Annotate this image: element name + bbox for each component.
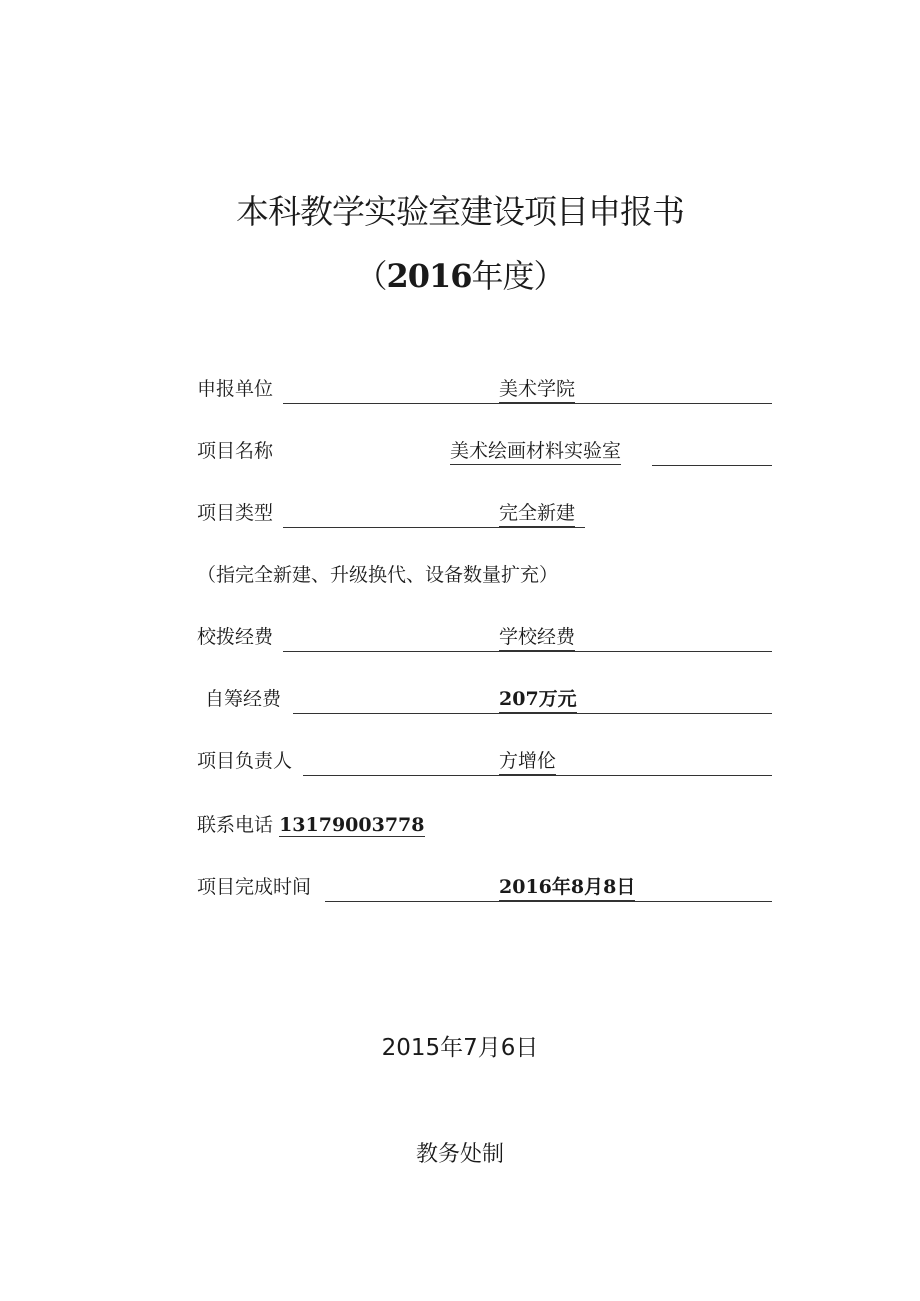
subtitle-open-paren: （ (355, 257, 387, 295)
form-row-self-funds (197, 686, 772, 716)
form-row-project-type (197, 500, 772, 530)
project-type-label: 项目类型 (197, 502, 274, 524)
document-title: 本科教学实验室建设项目申报书 (236, 192, 684, 231)
completion-value: 2016年8月8日 (499, 874, 635, 901)
school-funds-underline (283, 651, 772, 652)
self-funds-value: 207万元 (499, 686, 577, 713)
subtitle-rest: 年度） (471, 257, 565, 295)
project-name-underline (652, 465, 772, 466)
self-funds-label: 自筹经费 (205, 688, 282, 710)
form-row-completion (197, 874, 772, 904)
form-row-school-funds (197, 624, 772, 654)
form-row-project-name (197, 438, 772, 468)
project-type-underline (283, 527, 585, 528)
unit-label: 申报单位 (197, 378, 274, 400)
leader-label: 项目负责人 (197, 750, 293, 772)
document-date: 2015年7月6日 (381, 1035, 539, 1061)
school-funds-label: 校拨经费 (197, 626, 274, 648)
document-subtitle-year (0, 251, 920, 297)
form-row-phone (197, 812, 425, 838)
document-issuer: 教务处制 (415, 1142, 504, 1167)
completion-underline (325, 901, 772, 902)
form-row-leader (197, 748, 772, 778)
leader-value: 方增伦 (499, 748, 556, 775)
leader-underline (303, 775, 772, 776)
self-funds-underline (293, 713, 772, 714)
unit-value: 美术学院 (499, 376, 575, 403)
project-type-note: （指完全新建、升级换代、设备数量扩充） (197, 564, 559, 586)
phone-label: 联系电话 (197, 814, 274, 836)
project-type-value: 完全新建 (499, 500, 575, 527)
completion-label: 项目完成时间 (197, 876, 312, 898)
project-name-value: 美术绘画材料实验室 (450, 438, 621, 465)
project-name-label: 项目名称 (197, 440, 274, 462)
school-funds-value: 学校经费 (499, 624, 575, 651)
unit-underline (283, 403, 772, 404)
phone-value: 13179003778 (279, 814, 425, 836)
form-row-unit (197, 376, 772, 406)
subtitle-year: 2016 (386, 257, 472, 295)
